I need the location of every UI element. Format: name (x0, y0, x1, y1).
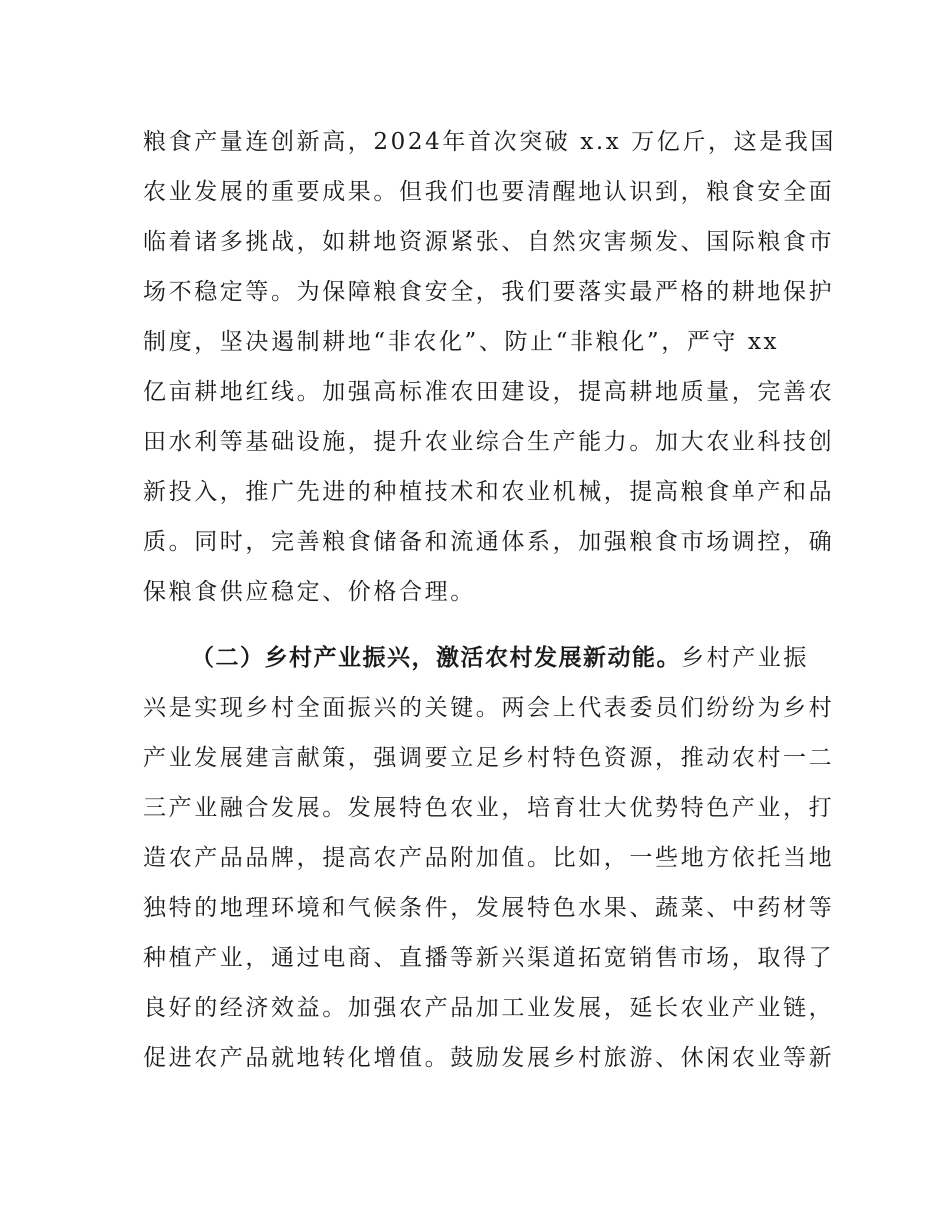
paragraph-line: 造农产品品牌，提高农产品附加值。比如，一些地方依托当地 (143, 845, 835, 871)
paragraph-line: 粮食产量连创新高，2024年首次突破 x.x 万亿斤，这是我国 (143, 129, 837, 155)
paragraph-line: 种植产业，通过电商、直播等新兴渠道拓宽销售市场，取得了 (143, 945, 835, 971)
paragraph-line-rest: 乡村产业振 (681, 645, 809, 671)
paragraph-line: 良好的经济效益。加强农产品加工业发展，延长农业产业链， (143, 995, 835, 1021)
paragraph-line: 独特的地理环境和气候条件，发展特色水果、蔬菜、中药材等 (143, 895, 835, 921)
paragraph-line: 三产业融合发展。发展特色农业，培育壮大优势特色产业，打 (143, 795, 835, 821)
paragraph-line: 促进农产品就地转化增值。鼓励发展乡村旅游、休闲农业等新 (143, 1045, 835, 1071)
paragraph-line: 保粮食供应稳定、价格合理。 (143, 579, 476, 605)
paragraph-line: 亿亩耕地红线。加强高标准农田建设，提高耕地质量，完善农 (143, 379, 835, 405)
paragraph-line: 农业发展的重要成果。但我们也要清醒地认识到，粮食安全面 (143, 179, 835, 205)
paragraph-line: 场不稳定等。为保障粮食安全，我们要落实最严格的耕地保护 (143, 279, 835, 305)
section-heading-line (191, 643, 809, 673)
paragraph-line: 质。同时，完善粮食储备和流通体系，加强粮食市场调控，确 (143, 529, 835, 555)
paragraph-line: 产业发展建言献策，强调要立足乡村特色资源，推动农村一二 (143, 745, 835, 771)
section-heading: （二）乡村产业振兴，激活农村发展新动能。 (191, 645, 681, 671)
paragraph-line: 临着诸多挑战，如耕地资源紧张、自然灾害频发、国际粮食市 (143, 229, 835, 255)
paragraph-line: 兴是实现乡村全面振兴的关键。两会上代表委员们纷纷为乡村 (143, 695, 835, 721)
paragraph-line: 新投入，推广先进的种植技术和农业机械，提高粮食单产和品 (143, 479, 835, 505)
paragraph-line: 田水利等基础设施，提升农业综合生产能力。加大农业科技创 (143, 429, 835, 455)
paragraph-line: 制度，坚决遏制耕地“非农化”、防止“非粮化”，严守 xx (143, 329, 780, 355)
